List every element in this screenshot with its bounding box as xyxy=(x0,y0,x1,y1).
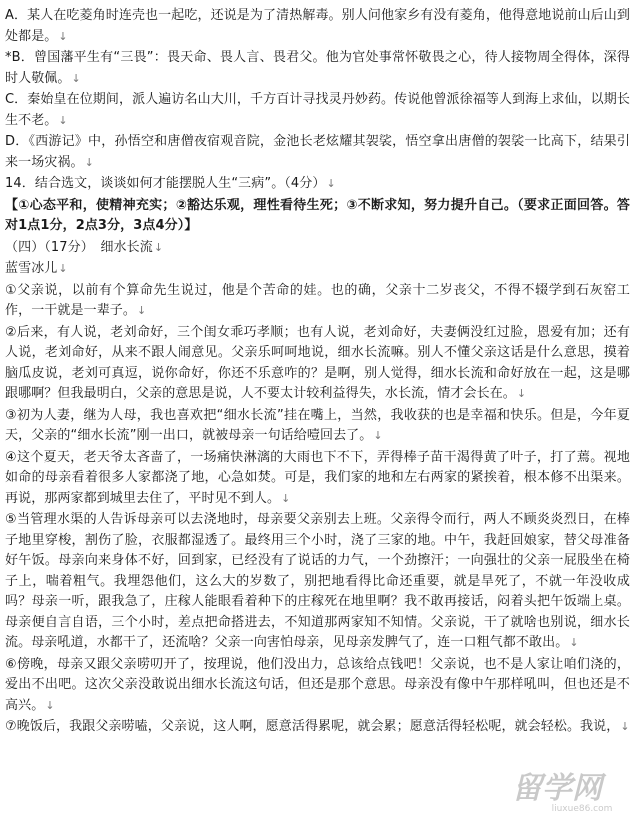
site-watermark xyxy=(482,768,632,814)
paragraph-9 xyxy=(5,281,630,322)
paragraph-text: *B．曾国藩平生有“三畏”：畏天命、畏人言、畏君父。他为官处事常怀敬畏之心，待人接物周全得体，深得时人敬佩。 xyxy=(5,50,630,86)
paragraph-2 xyxy=(5,48,630,89)
paragraph-15 xyxy=(5,717,630,738)
paragraph-8 xyxy=(5,259,630,280)
paragraph-end-mark: ↓ xyxy=(326,177,336,190)
paragraph-11 xyxy=(5,406,630,447)
paragraph-12 xyxy=(5,448,630,510)
paragraph-end-mark: ↓ xyxy=(137,304,147,317)
paragraph-6 xyxy=(5,196,630,237)
paragraph-text: D．《西游记》中，孙悟空和唐僧夜宿观音院，金池长老炫耀其袈裟，悟空拿出唐僧的袈裟一比高下，结果引来一场灾祸。 xyxy=(5,134,630,170)
paragraph-14 xyxy=(5,655,630,717)
paragraph-text: ⑥傍晚，母亲又跟父亲唠叨开了，按理说，他们没出力，总该给点钱吧！父亲说，也不是人家让咱们浇的，爱出不出吧。这次父亲没敢说出细水长流这句话，但还是那个意思。母亲没有像中午那样吼叫，但也还是不高兴。 xyxy=(5,656,630,713)
paragraph-10 xyxy=(5,323,630,405)
paragraph-3 xyxy=(5,90,630,131)
watermark-logo-text: 留学网 xyxy=(512,771,602,806)
paragraph-end-mark: ↓ xyxy=(58,113,68,127)
paragraph-text: ⑤当管理水渠的人告诉母亲可以去浇地时，母亲要父亲别去上班。父亲得令而行，两人不顾炎炎烈日，在棒子地里穿梭，割伤了脸，衣服都湿透了。最终用三个小时，浇了三家的地。中午，我赶回娘家，替父母准备好午饭。母亲向来身体不好，回到家，已经没有了说话的力气，一个劲擦汗；一向强壮的父亲一屁股坐在椅子上，喘着粗气。我埋怨他们，这么大的岁数了，别把地看得比命还重要，就是旱死了，不就一年没收成吗？母亲一听，跟我急了，庄稼人能眼看着种下的庄稼死在地里啊？我不敢再接话，闷着头把午饭端上桌。母亲便自言自语，三个小时，差点把命搭进去，不知道那两家知不知情。父亲说，干了就啥也别说，细水长流。母亲吼道，水都干了，还流啥？父亲一向害怕母亲，见母亲发脾气了，连一口粗气都不敢出。 xyxy=(5,512,630,650)
watermark-url-text: liuxue86.com xyxy=(551,804,613,814)
paragraph-text: C．秦始皇在位期间，派人遍访名山大川，千方百计寻找灵丹妙药。传说他曾派徐福等人到海上求仙，以期长生不老。 xyxy=(5,92,630,128)
paragraph-end-mark: ↓ xyxy=(569,636,579,649)
paragraph-end-mark: ↓ xyxy=(45,698,55,712)
paragraph-end-mark: ↓ xyxy=(84,155,94,169)
paragraph-end-mark: ↓ xyxy=(516,387,527,400)
paragraph-end-mark: ↓ xyxy=(281,491,291,505)
paragraph-text: 蓝雪冰儿 xyxy=(5,261,58,276)
paragraph-text: ③初为人妻，继为人母，我也喜欢把“细水长流”挂在嘴上，当然，我收获的也是幸福和快乐。但是，今年夏天，父亲的“细水长流”刚一出口，就被母亲一句话给噎回去了。 xyxy=(5,407,630,443)
paragraph-text: ④这个夏天，老天爷太吝啬了，一场痛快淋漓的大雨也下不下，弄得棒子苗干渴得黄了叶子，打了蔫。视地如命的母亲看着很多人家都浇了地，心急如焚。可是，我们家的地和左右两家的紧挨着，根本修不出渠来。再说，那两家都到城里去住了，平时见不到人。 xyxy=(5,449,630,506)
paragraph-7 xyxy=(5,238,630,259)
paragraph-end-mark: ↓ xyxy=(153,240,164,254)
paragraph-text: ②后来，有人说，老刘命好，三个闺女乖巧孝顺；也有人说，老刘命好，夫妻俩没红过脸，恩爱有加；还有人说，老刘命好，从来不跟人闹意见。父亲乐呵呵地说，细水长流嘛。别人不懂父亲这话是什么意思，摸着脑瓜皮说，老刘可真逗，说你命好，你还不乐意咋的？是啊，别人觉得，细水长流和命好放在一起，这是哪跟哪啊？但我最明白，父亲的意思是说，人不要太计较利益得失，水长流，情才会长在。 xyxy=(5,324,630,401)
paragraph-end-mark: ↓ xyxy=(58,29,68,43)
paragraph-end-mark: ↓ xyxy=(71,71,81,85)
paragraph-text: 【①心态平和，使精神充实；②豁达乐观，理性看待生死；③不断求知，努力提升自己。（要求正面回答。答对1点1分，2点3分，3点4分）】 xyxy=(5,197,630,233)
paragraph-text: ⑦晚饭后，我跟父亲唠嗑，父亲说，这人啊，愿意活得累呢，就会累；愿意活得轻松呢，就会轻松。我说， xyxy=(5,719,620,734)
paragraph-text: A．某人在吃菱角时连壳也一起吃，还说是为了清热解毒。别人问他家乡有没有菱角，他得意地说前山后山到处都是。 xyxy=(5,8,630,44)
paragraph-end-mark: ↓ xyxy=(620,720,630,733)
paragraph-text: ①父亲说，以前有个算命先生说过，他是个苦命的娃。也的确，父亲十二岁丧父，不得不辍学到石灰窑工作，一干就是一辈子。 xyxy=(5,282,630,318)
paragraph-text: 14．结合选文，谈谈如何才能摆脱人生“三病”。（4分） xyxy=(5,176,326,191)
paragraph-end-mark: ↓ xyxy=(373,429,383,442)
document-page xyxy=(5,6,630,739)
paragraph-end-mark: ↓ xyxy=(58,262,68,275)
paragraph-13 xyxy=(5,510,630,654)
paragraph-4 xyxy=(5,132,630,173)
paragraph-1 xyxy=(5,6,630,47)
paragraph-5 xyxy=(5,174,630,195)
paragraph-text: （四）（17分） 细水长流 xyxy=(5,239,153,255)
